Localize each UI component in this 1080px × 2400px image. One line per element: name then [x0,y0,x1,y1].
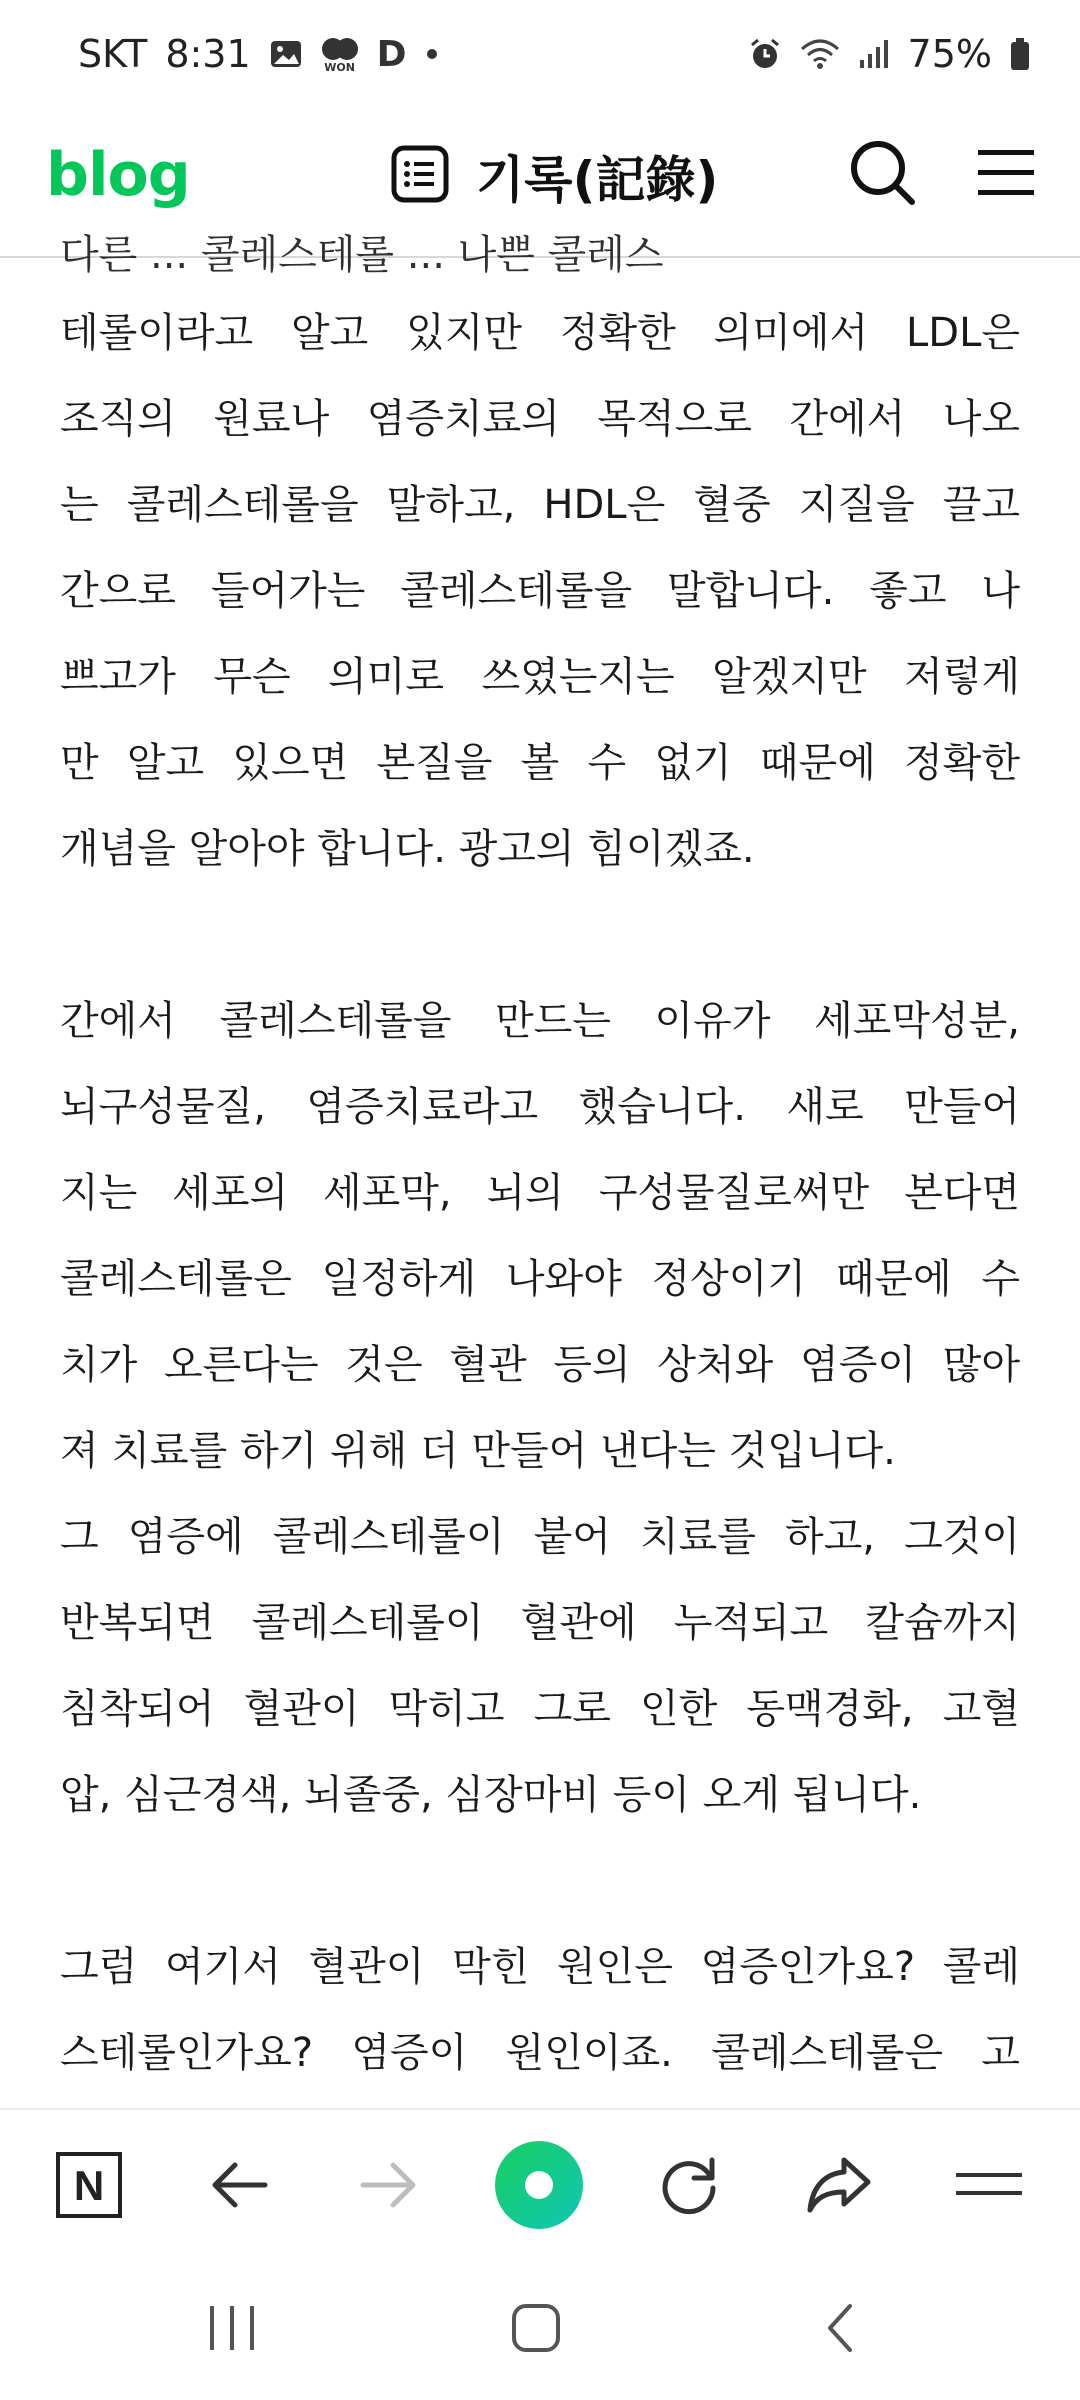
article-line-partial: 다른 ... 콜레스테롤 ... 나쁜 콜레스 [60,232,664,278]
article-line: 콜레스테롤은 일정하게 나와야 정상이기 때문에 수 [60,1256,1020,1302]
status-left [78,32,439,76]
battery-icon [1010,37,1030,71]
battery-percent: 75% [907,32,992,76]
article-line: 뇌구성물질, 염증치료라고 했습니다. 새로 만들어 [60,1084,1020,1130]
header-category[interactable] [390,140,718,212]
share-icon[interactable] [794,2140,884,2230]
search-icon[interactable] [848,138,918,208]
article-line: 지는 세포의 세포막, 뇌의 구성물질로써만 본다면 [60,1170,1020,1216]
article-line: 압, 심근경색, 뇌졸중, 심장마비 등이 오게 됩니다. [60,1772,922,1818]
header-title: 기록(記錄) [476,151,719,209]
d-app-label: D [376,33,407,75]
back-arrow-icon[interactable] [194,2140,284,2230]
clock-time: 8:31 [165,32,251,76]
blog-logo[interactable]: blog [46,140,190,210]
article-line: 는 콜레스테롤을 말하고, HDL은 혈중 지질을 끌고 [60,482,1020,528]
article-line: 그 염증에 콜레스테롤이 붙어 치료를 하고, 그것이 [60,1514,1020,1560]
article-line: 조직의 원료나 염증치료의 목적으로 간에서 나오 [60,396,1020,442]
article-line: 간에서 콜레스테롤을 만드는 이유가 세포막성분, [60,998,1020,1044]
article-line: 스테롤인가요? 염증이 원인이죠. 콜레스테롤은 고 [60,2030,1020,2076]
naver-n-icon[interactable] [44,2140,134,2230]
signal-icon [858,38,890,70]
wifi-icon [800,37,840,71]
forward-arrow-icon[interactable] [344,2140,434,2230]
d-app-icon [377,34,407,75]
hamburger-menu-icon[interactable] [976,142,1036,202]
article-body [60,232,1020,2108]
green-home-dot-icon[interactable] [494,2140,584,2230]
article-line: 테롤이라고 알고 있지만 정확한 의미에서 LDL은 [60,310,1020,356]
dot-icon [425,47,439,61]
status-right [748,32,1030,76]
recent-apps-icon[interactable] [192,2288,272,2368]
article-line: 그럼 여기서 혈관이 막힌 원인은 염증인가요? 콜레 [60,1944,1020,1990]
home-icon[interactable] [496,2288,576,2368]
carrier-label: SKT [78,32,148,76]
svg-text:N: N [73,2162,105,2209]
article-line: 간으로 들어가는 콜레스테롤을 말합니다. 좋고 나 [60,568,1020,614]
article-line: 져 치료를 하기 위해 더 만들어 낸다는 것입니다. [60,1428,896,1474]
article-line: 침착되어 혈관이 막히고 그로 인한 동맥경화, 고혈 [60,1686,1020,1732]
browser-toolbar [0,2108,1080,2258]
menu-lines-icon[interactable] [944,2140,1034,2230]
won-icon [321,36,359,73]
status-bar [0,0,1080,108]
refresh-icon[interactable] [644,2140,734,2230]
article-line: 만 알고 있으면 본질을 볼 수 없기 때문에 정확한 [60,740,1020,786]
alarm-icon [748,37,782,71]
list-icon [390,144,450,208]
article-line: 반복되면 콜레스테롤이 혈관에 누적되고 칼슘까지 [60,1600,1020,1646]
article-line: 치가 오른다는 것은 혈관 등의 상처와 염증이 많아 [60,1342,1020,1388]
system-nav-bar [0,2258,1080,2400]
article-line: 쁘고가 무슨 의미로 쓰였는지는 알겠지만 저렇게 [60,654,1020,700]
article-line: 개념을 알아야 합니다. 광고의 힘이겠죠. [60,826,755,872]
image-icon [269,37,303,71]
won-label: WON [324,60,355,74]
back-icon[interactable] [800,2288,880,2368]
